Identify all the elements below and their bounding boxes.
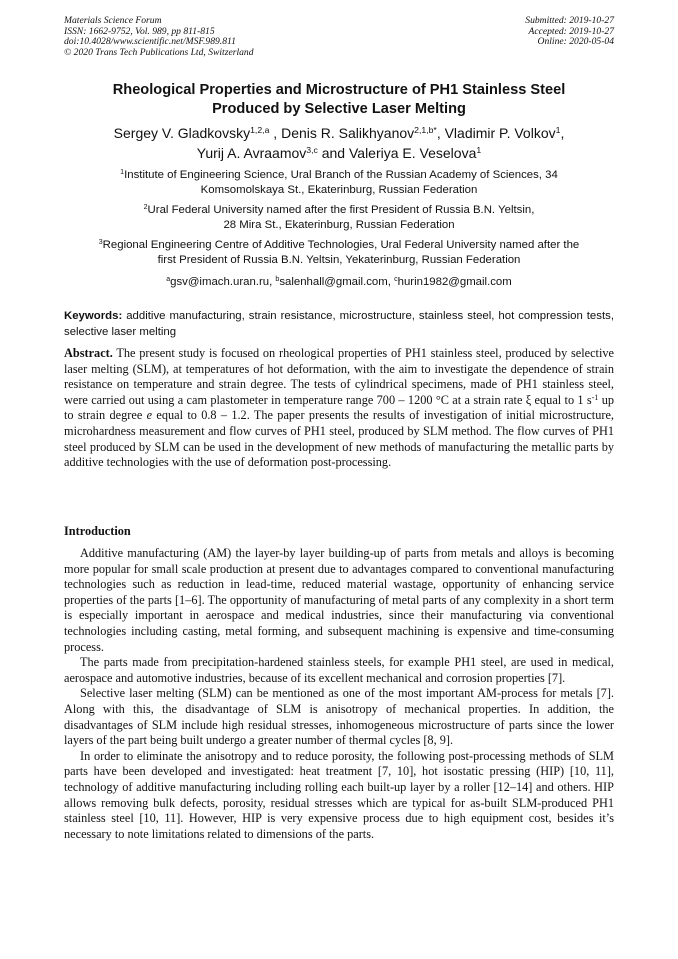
affiliation-1 [64,168,614,198]
paper-title [64,81,614,119]
author-separator: , [560,125,565,141]
title-line-2: Produced by Selective Laser Melting [212,101,466,117]
author-emails [64,275,614,290]
author-affiliation-mark: 1,2,a [250,125,270,136]
journal-name: Materials Science Forum [64,15,162,26]
email-mark: c [394,276,398,284]
keywords-label: Keywords: [64,310,123,322]
issn-line: ISSN: 1662-9752, Vol. 989, pp 811-815 [64,25,215,37]
affiliation-line: 28 Mira St., Ekaterinburg, Russian Federation [223,219,455,232]
author-separator: , [269,125,282,141]
online-date: Online: 2020-05-04 [537,36,614,48]
author-affiliation-mark: 1 [555,125,561,136]
affiliation-3 [64,238,614,268]
author-list [64,124,614,163]
keywords-text: additive manufacturing, strain resistance, microstructure, stainless steel, hot compression tests, selective laser melting [64,310,614,338]
affiliation-mark: 2 [143,204,148,212]
journal-header-right [525,16,614,48]
email-mark: b [275,276,280,284]
keywords-section [64,309,614,340]
author-affiliation-mark: 1 [476,144,482,155]
affiliation-mark: 3 [98,239,103,247]
email-mark: a [166,276,171,284]
submitted-date: Submitted: 2019-10-27 [525,15,614,26]
affiliation-2 [64,203,614,233]
author-name: Valeriya E. Veselova [348,144,477,161]
abstract-symbol: e [146,408,153,423]
abstract-text: equal to 0.8 – 1.2. The paper presents the results of investigation of initial microstructure, microhardness measurement and flow curves of PH1 steel, produced by SLM method. The flow curves of PH1 steel produced by SLM can be used in the development of new methods of manufacturing the metallic parts by additive technologies with the use of deformation post-processing. [64,408,614,470]
body-paragraph: In order to eliminate the anisotropy and to reduce porosity, the following post-processing methods of SLM parts have been developed and investigated: heat treatment [7, 10], hot isostatic pressing (HIP) [10, 11], technology of additive manufacturing including rolling each built-up layer by a roller [12–14] and others. HIP allows removing bulk defects, porosity, residual stresses which are typical for as-built SLM-produced PH1 stainless steel [10, 11]. However, HIP is very expensive process due to high equipment cost, besides it’s necessary to note limitations related to dimensions of the parts. [64,748,614,841]
email-address: gsv@imach.uran.ru, [170,276,276,288]
email-address: hurin1982@gmail.com [397,276,512,288]
body-paragraph: Additive manufacturing (AM) the layer-by layer building-up of parts from metals and alloys is becoming more popular for small scale production at present due to advantages compared to conventional manufacturing technologies such as reduction in lead-time, reduced material wastage, opportunity of enhancing service properties of the parts [1–6]. The opportunity of manufacturing of metal parts of any complexity in a short term is especially important in aerospace and medical industries, since their manufacturing via conventional technologies including casting, metal forming, and subsequent machining is expensive and time-consuming process. [64,546,614,654]
author-name: Sergey V. Gladkovsky [113,125,251,141]
introduction-heading: Introduction [64,524,131,538]
title-line-1: Rheological Properties and Microstructure of PH1 Stainless Steel [112,82,566,98]
affiliation-line: Ural Federal University named after the first President of Russia B.N. Yeltsin, [147,204,535,216]
accepted-date: Accepted: 2019-10-27 [528,25,614,37]
journal-header-left [64,16,254,58]
body-paragraph: The parts made from precipitation-hardened stainless steels, for example PH1 steel, are used in medical, aerospace and automotive industries, because of its excellent mechanical and corrosion properties [7]. [64,655,614,685]
affiliation-mark: 1 [120,169,125,177]
author-separator: and [317,144,349,161]
affiliation-line: first President of Russia B.N. Yeltsin, Yekaterinburg, Russian Federation [157,254,521,267]
body-paragraph: Selective laser melting (SLM) can be mentioned as one of the most important AM-process for metals [7]. Along with this, the disadvantage of SLM is anisotropy of mechanical properties. In addition, the disadvantages of SLM include high residual stresses, inhomogeneous microstructure of parts since the lower layers of the part being built undergo a greater number of thermal cycles [8, 9]. [64,686,614,748]
affiliation-line: Regional Engineering Centre of Additive Technologies, Ural Federal University named after the [102,239,580,251]
author-separator: , [436,125,445,141]
author-name: Denis R. Salikhyanov [281,125,415,141]
abstract-text: up to strain degree [64,392,614,423]
author-affiliation-mark: 3,c [306,144,318,155]
affiliation-line: Komsomolskaya St., Ekaterinburg, Russian Federation [200,184,478,197]
abstract-exponent: -1 [591,392,599,402]
copyright-line: © 2020 Trans Tech Publications Ltd, Switzerland [64,46,254,58]
introduction-body [64,546,614,842]
author-affiliation-mark: 2,1,b* [414,125,437,136]
author-name: Yurij A. Avraamov [196,144,307,161]
email-address: salenhall@gmail.com, [279,276,395,288]
abstract-label: Abstract. [64,346,113,360]
abstract-section [64,346,614,471]
author-name: Vladimir P. Volkov [444,125,556,141]
doi-line: doi:10.4028/www.scientific.net/MSF.989.811 [64,36,236,48]
abstract-text: The present study is focused on rheological properties of PH1 stainless steel, produced by selective laser melting (SLM), at temperatures of hot deformation, with the aim to investigate the dependence of strain resistance on temperature and strain degree. The tests of cylindrical specimens, made of PH1 stainless steel, were carried out using a cam plastometer in temperature range 700 – 1200 °C at a strain rate ξ equal to 1 s [64,346,614,407]
affiliation-line: Institute of Engineering Science, Ural Branch of the Russian Academy of Sciences, 34 [124,169,558,181]
